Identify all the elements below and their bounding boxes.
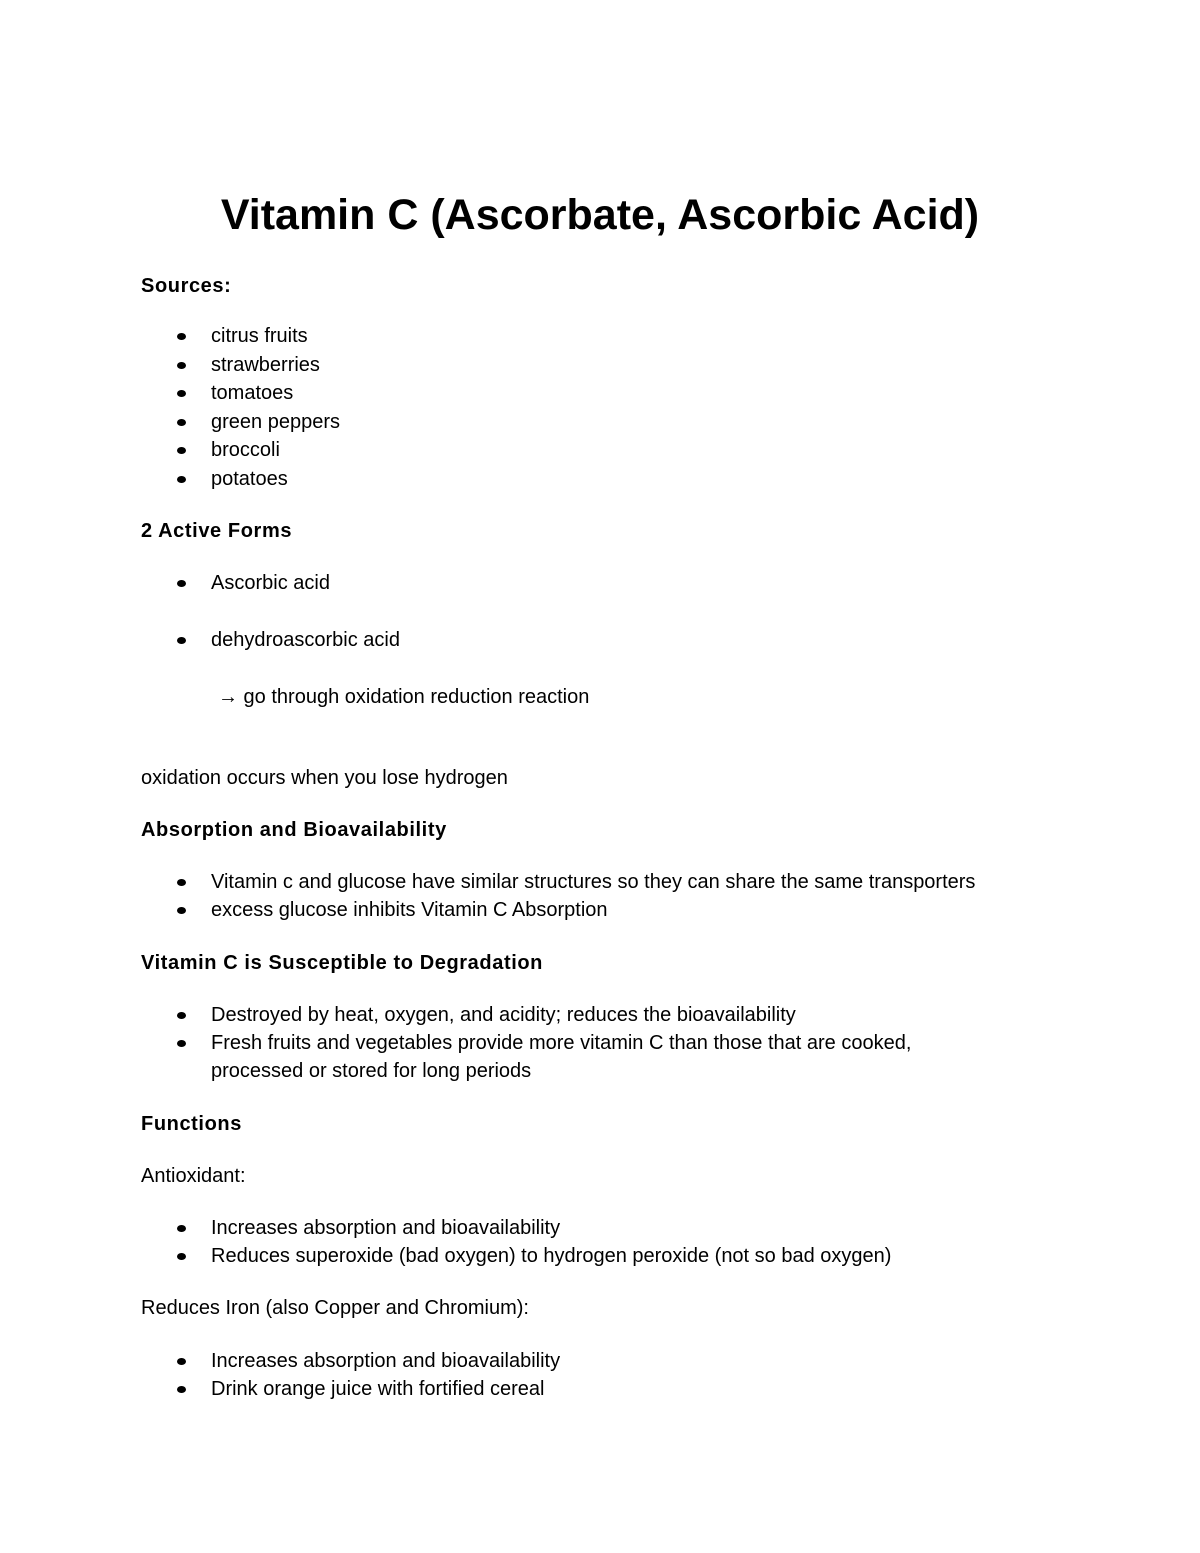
redox-note: → go through oxidation reduction reaction [218, 686, 590, 708]
list-item-continuation: processed or stored for long periods [211, 1060, 532, 1082]
bullet-icon [177, 1253, 186, 1260]
list-item: strawberries [211, 354, 320, 376]
bullet-icon [177, 907, 186, 914]
sources-heading: Sources: [141, 275, 232, 297]
list-item: Ascorbic acid [211, 572, 330, 594]
list-item: Increases absorption and bioavailability [211, 1350, 561, 1372]
bullet-icon [177, 419, 186, 426]
bullet-icon [177, 333, 186, 340]
list-item: broccoli [211, 439, 280, 461]
degradation-heading: Vitamin C is Susceptible to Degradation [141, 952, 543, 974]
list-item: Reduces superoxide (bad oxygen) to hydrogen peroxide (not so bad oxygen) [211, 1245, 892, 1267]
bullet-icon [177, 390, 186, 397]
bullet-icon [177, 1225, 186, 1232]
functions-heading: Functions [141, 1113, 242, 1135]
page-title: Vitamin C (Ascorbate, Ascorbic Acid) [220, 191, 980, 239]
list-item: Destroyed by heat, oxygen, and acidity; reduces the bioavailability [211, 1004, 796, 1026]
reduces-iron-label: Reduces Iron (also Copper and Chromium): [141, 1297, 529, 1319]
list-item: Increases absorption and bioavailability [211, 1217, 561, 1239]
antioxidant-label: Antioxidant: [141, 1165, 246, 1187]
bullet-icon [177, 362, 186, 369]
list-item: Fresh fruits and vegetables provide more vitamin C than those that are cooked, [211, 1032, 912, 1054]
list-item: Drink orange juice with fortified cereal [211, 1378, 545, 1400]
oxidation-note: oxidation occurs when you lose hydrogen [141, 767, 508, 789]
bullet-icon [177, 447, 186, 454]
bullet-icon [177, 1040, 186, 1047]
bullet-icon [177, 1386, 186, 1393]
bullet-icon [177, 1358, 186, 1365]
list-item: excess glucose inhibits Vitamin C Absorption [211, 899, 608, 921]
active-forms-heading: 2 Active Forms [141, 520, 293, 542]
bullet-icon [177, 476, 186, 483]
absorption-heading: Absorption and Bioavailability [141, 819, 447, 841]
bullet-icon [177, 580, 186, 587]
list-item: citrus fruits [211, 325, 308, 347]
bullet-icon [177, 1012, 186, 1019]
list-item: tomatoes [211, 382, 294, 404]
list-item: potatoes [211, 468, 288, 490]
list-item: dehydroascorbic acid [211, 629, 400, 651]
list-item: green peppers [211, 411, 340, 433]
bullet-icon [177, 637, 186, 644]
bullet-icon [177, 879, 186, 886]
list-item: Vitamin c and glucose have similar structures so they can share the same transporters [211, 871, 976, 893]
